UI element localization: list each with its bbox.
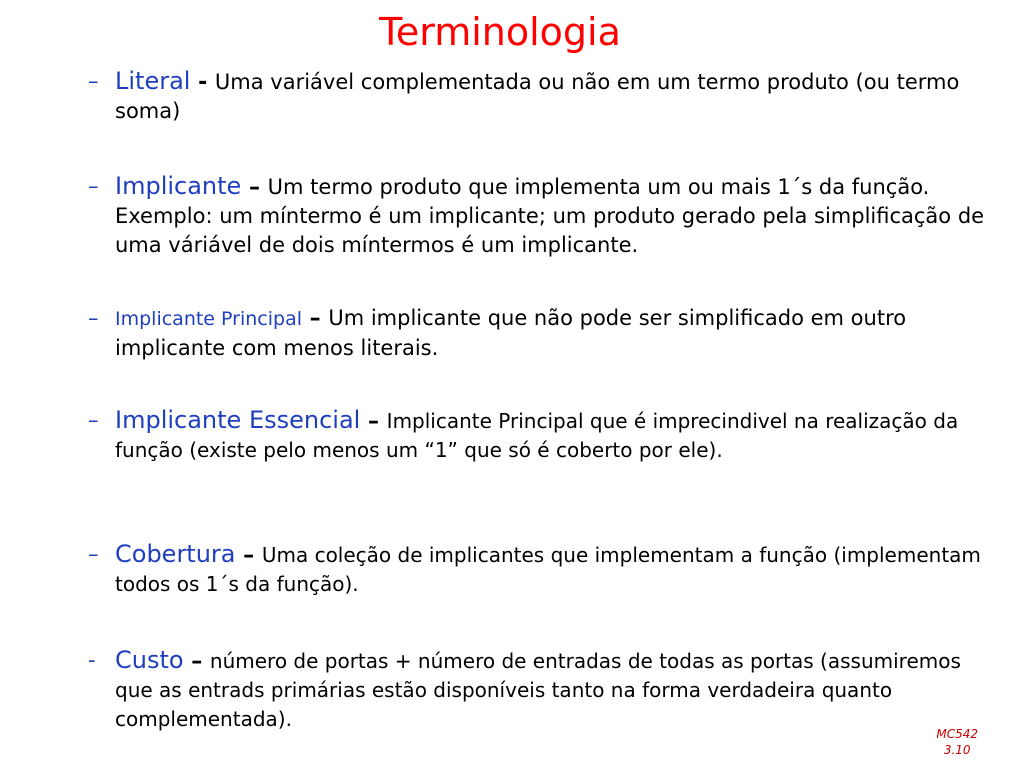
definition-implicante-principal: Um implicante que não pode ser simplificado em outro implicante com menos literais. xyxy=(115,306,907,360)
separator: – xyxy=(302,306,329,331)
term-implicante: Implicante xyxy=(115,172,242,200)
definition-implicante: Um termo produto que implementa um ou mais 1´s da função. Exemplo: um míntermo é um implicante; um produto gerado pela simplificação de uma váriável de dois míntermos é um implicante. xyxy=(115,175,985,257)
separator: - xyxy=(190,70,215,95)
bullet: – xyxy=(88,174,99,198)
list-item-custo xyxy=(88,646,998,734)
term-custo: Custo xyxy=(115,646,184,674)
term-implicante-essencial: Implicante Essencial xyxy=(115,406,361,434)
bullet: – xyxy=(88,69,99,93)
definition-cobertura: Uma coleção de implicantes que implementam a função (implementam todos os 1´s da função). xyxy=(115,543,981,596)
definition-custo: número de portas + número de entradas de todas as portas (assumiremos que as entrads primárias estão disponíveis tanto na forma verdadeira quanto complementada). xyxy=(115,649,961,731)
separator: – xyxy=(183,649,210,674)
bullet: - xyxy=(88,648,96,672)
bullet: – xyxy=(88,408,99,432)
separator: – xyxy=(360,409,387,434)
slide-title: Terminologia xyxy=(379,10,621,54)
term-literal: Literal xyxy=(115,67,191,95)
list-item-implicante xyxy=(88,172,998,260)
term-cobertura: Cobertura xyxy=(115,540,236,568)
definition-literal: Uma variável complementada ou não em um termo produto (ou termo soma) xyxy=(115,70,960,123)
separator: – xyxy=(235,543,262,568)
term-implicante-principal: Implicante Principal xyxy=(115,308,303,330)
list-item-literal xyxy=(88,67,998,126)
list-item-implicante-essencial xyxy=(88,406,998,465)
slide-footer xyxy=(936,726,978,758)
list-item-implicante-principal xyxy=(88,304,998,363)
bullet: – xyxy=(88,306,99,330)
course-code: MC542 xyxy=(936,727,978,741)
definition-implicante-essencial: Implicante Principal que é imprecindivel na realização da função (existe pelo menos um “1” que só é coberto por ele). xyxy=(115,409,959,462)
slide-number: 3.10 xyxy=(943,743,971,757)
list-item-cobertura xyxy=(88,540,998,599)
bullet: – xyxy=(88,542,99,566)
separator: – xyxy=(241,175,268,200)
